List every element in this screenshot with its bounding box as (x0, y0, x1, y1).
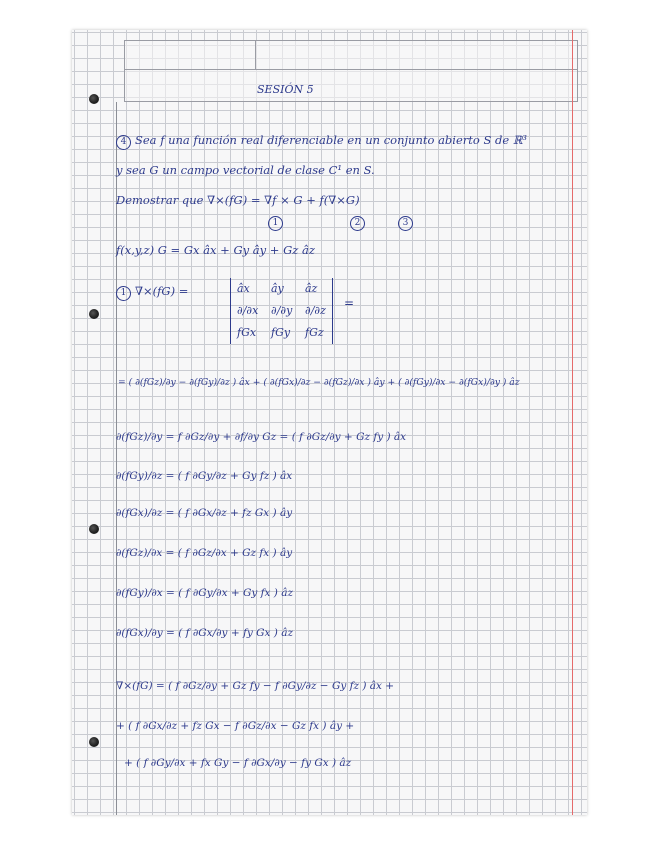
matrix-row-1: âx ây âz (237, 282, 318, 295)
statement-line-2: y sea G un campo vectorial de clase C¹ en S. (116, 163, 375, 177)
statement-line-1 (116, 133, 527, 150)
matrix-row-3: fGx fGy fGz (237, 326, 324, 339)
part1-lhs-text: ∇×(fG) = (135, 284, 189, 298)
matrix-row-2: ∂/∂x ∂/∂y ∂/∂z (237, 304, 326, 317)
binder-hole-2 (89, 309, 99, 319)
determinant-matrix (230, 278, 333, 344)
term-label-3: 3 (398, 216, 413, 231)
header-divider (125, 69, 577, 70)
result-line-2: + ( f ∂Gx/∂z + fz Gx − f ∂Gz/∂x − Gz fx ) ây + (116, 720, 355, 732)
page-title: SESIÓN 5 (257, 83, 314, 96)
inner-margin-line (116, 102, 117, 815)
binder-hole-4 (89, 737, 99, 747)
curl-expansion: = ( ∂(fGz)/∂y − ∂(fGy)/∂z ) âx + ( ∂(fGx)/∂z − ∂(fGz)/∂x ) ây + ( ∂(fGy)/∂x − ∂(fGx)/∂y ) âz (118, 377, 520, 388)
header-box (124, 40, 578, 102)
derivative-2: ∂(fGy)/∂z = ( f ∂Gy/∂z + Gy fz ) âx (116, 470, 293, 482)
derivative-5: ∂(fGy)/∂x = ( f ∂Gy/∂x + Gy fx ) âz (116, 587, 293, 599)
red-margin-line (572, 30, 573, 815)
header-name-cell (125, 41, 256, 69)
part1-lhs (116, 284, 188, 301)
binder-hole-1 (89, 94, 99, 104)
derivative-4: ∂(fGz)/∂x = ( f ∂Gz/∂x + Gz fx ) ây (116, 547, 293, 559)
derivative-1: ∂(fGz)/∂y = f ∂Gz/∂y + ∂f/∂y Gz = ( f ∂Gz/∂y + Gz fy ) âx (116, 431, 407, 443)
statement-line-3: Demostrar que ∇×(fG) = ∇f × G + f(∇×G) (116, 193, 360, 207)
result-line-1: ∇×(fG) = ( f ∂Gz/∂y + Gz fy − f ∂Gy/∂z − Gy fz ) âx + (116, 680, 395, 692)
term-label-2: 2 (350, 216, 365, 231)
matrix-equals: = (344, 296, 355, 310)
statement-text-1: Sea f una función real diferenciable en un conjunto abierto S de ℝ³ (135, 133, 527, 147)
term-label-1: 1 (268, 216, 283, 231)
definitions-line: f(x,y,z) G = Gx âx + Gy ây + Gz âz (116, 243, 315, 257)
notebook-sheet (72, 30, 587, 815)
binder-hole-3 (89, 524, 99, 534)
result-line-3: + ( f ∂Gy/∂x + fx Gy − f ∂Gx/∂y − fy Gx ) âz (124, 757, 352, 769)
derivative-3: ∂(fGx)/∂z = ( f ∂Gx/∂z + fz Gx ) ây (116, 507, 293, 519)
problem-number: 4 (116, 135, 131, 150)
part1-label: 1 (116, 286, 131, 301)
derivative-6: ∂(fGx)/∂y = ( f ∂Gx/∂y + fy Gx ) âz (116, 627, 293, 639)
